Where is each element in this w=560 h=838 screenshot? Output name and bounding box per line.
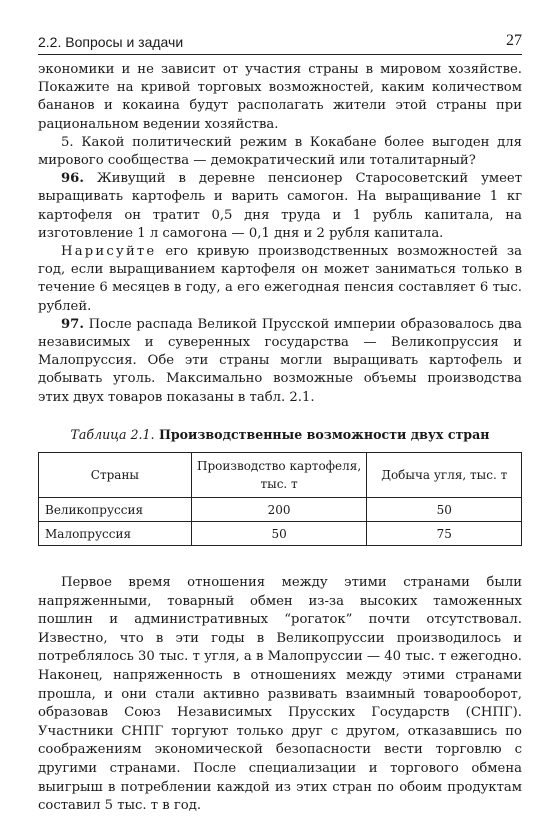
table-cell: 50 xyxy=(367,498,522,522)
problem-97 xyxy=(38,316,522,407)
body-text-bottom xyxy=(38,574,522,816)
body-text-top xyxy=(38,61,522,407)
problem-96 xyxy=(38,170,522,243)
paragraph: экономики и не зависит от участия страны в мировом хозяйстве. Покажите на кривой торговых возможностей, каким количеством бананов и кокаина будут располагать жители этой страны при рациональном ведении хозяйства. xyxy=(38,62,522,132)
table-row xyxy=(39,498,522,522)
section-title: 2.2. Вопросы и задачи xyxy=(38,34,184,50)
table-cell: 50 xyxy=(191,522,367,546)
table-cell: Великопруссия xyxy=(39,498,192,522)
table-label: Таблица 2.1. xyxy=(70,427,155,442)
table-cell: 200 xyxy=(191,498,367,522)
page-number: 27 xyxy=(506,32,522,49)
production-table xyxy=(38,452,522,546)
table-caption xyxy=(38,427,522,442)
table-cell: 75 xyxy=(367,522,522,546)
table-title: Производственные возможности двух стран xyxy=(154,427,490,442)
column-header: Добыча угля, тыс. т xyxy=(367,453,522,498)
problem-number: 96. xyxy=(61,171,84,187)
table-header-row xyxy=(39,453,522,498)
column-header: Производство картофеля, тыс. т xyxy=(191,453,367,498)
problem-text: Живущий в деревне пенсионер Старосоветский умеет выращивать картофель и варить самогон. На выращивание 1 кг картофеля он тратит 0,5 дня труда и 1 рубль капитала, на изготовление 1 л самогона — 0,1 дня и 2 рубля капитала. xyxy=(38,171,522,241)
problem-number: 97. xyxy=(61,316,84,332)
spaced-word: Нарисуйте xyxy=(61,244,157,260)
column-header: Страны xyxy=(39,453,192,498)
table-row xyxy=(39,522,522,546)
paragraph: Первое время отношения между этими странами были напряженными, товарный обмен из-за высоких таможенных пошлин и административных “рогаток” почти отсутствовал. Известно, что в эти годы в Великопруссии производилось и потреблялось 30 тыс. т угля, а в Малопруссии — 40 тыс. т ежегодно. Наконец, напряженность в отношениях между этими странами прошла, и они стали активно развивать взаимный товарооборот, образовав Союз Независимых Прусских Государств (СНПГ). Участники СНПГ торгуют только друг с другом, отказавшись по соображениям экономической безопасности вести торговлю с другими странами. После специализации и торгового обмена выигрыш в потреблении каждой из этих стран по обоим продуктам составил 5 тыс. т в год. xyxy=(38,575,522,814)
table-cell: Малопруссия xyxy=(39,522,192,546)
page-header xyxy=(38,32,522,55)
question-5: 5. Какой политический режим в Кокабане более выгоден для мирового сообщества — демократический или тоталитарный? xyxy=(38,134,522,169)
problem-text: После распада Великой Прусской империи образовалось два независимых и суверенных государства — Великопруссия и Малопруссия. Обе эти страны могли выращивать картофель и добывать уголь. Максимально возможные объемы производства этих двух товаров показаны в табл. 2.1. xyxy=(38,316,522,405)
task-paragraph xyxy=(38,243,522,316)
task-text: его кривую производственных возможностей за год, если выращиванием картофеля он может заниматься только в течение 6 месяцев в году, а его ежегодная пенсия составляет 6 тыс. рублей. xyxy=(38,244,522,314)
